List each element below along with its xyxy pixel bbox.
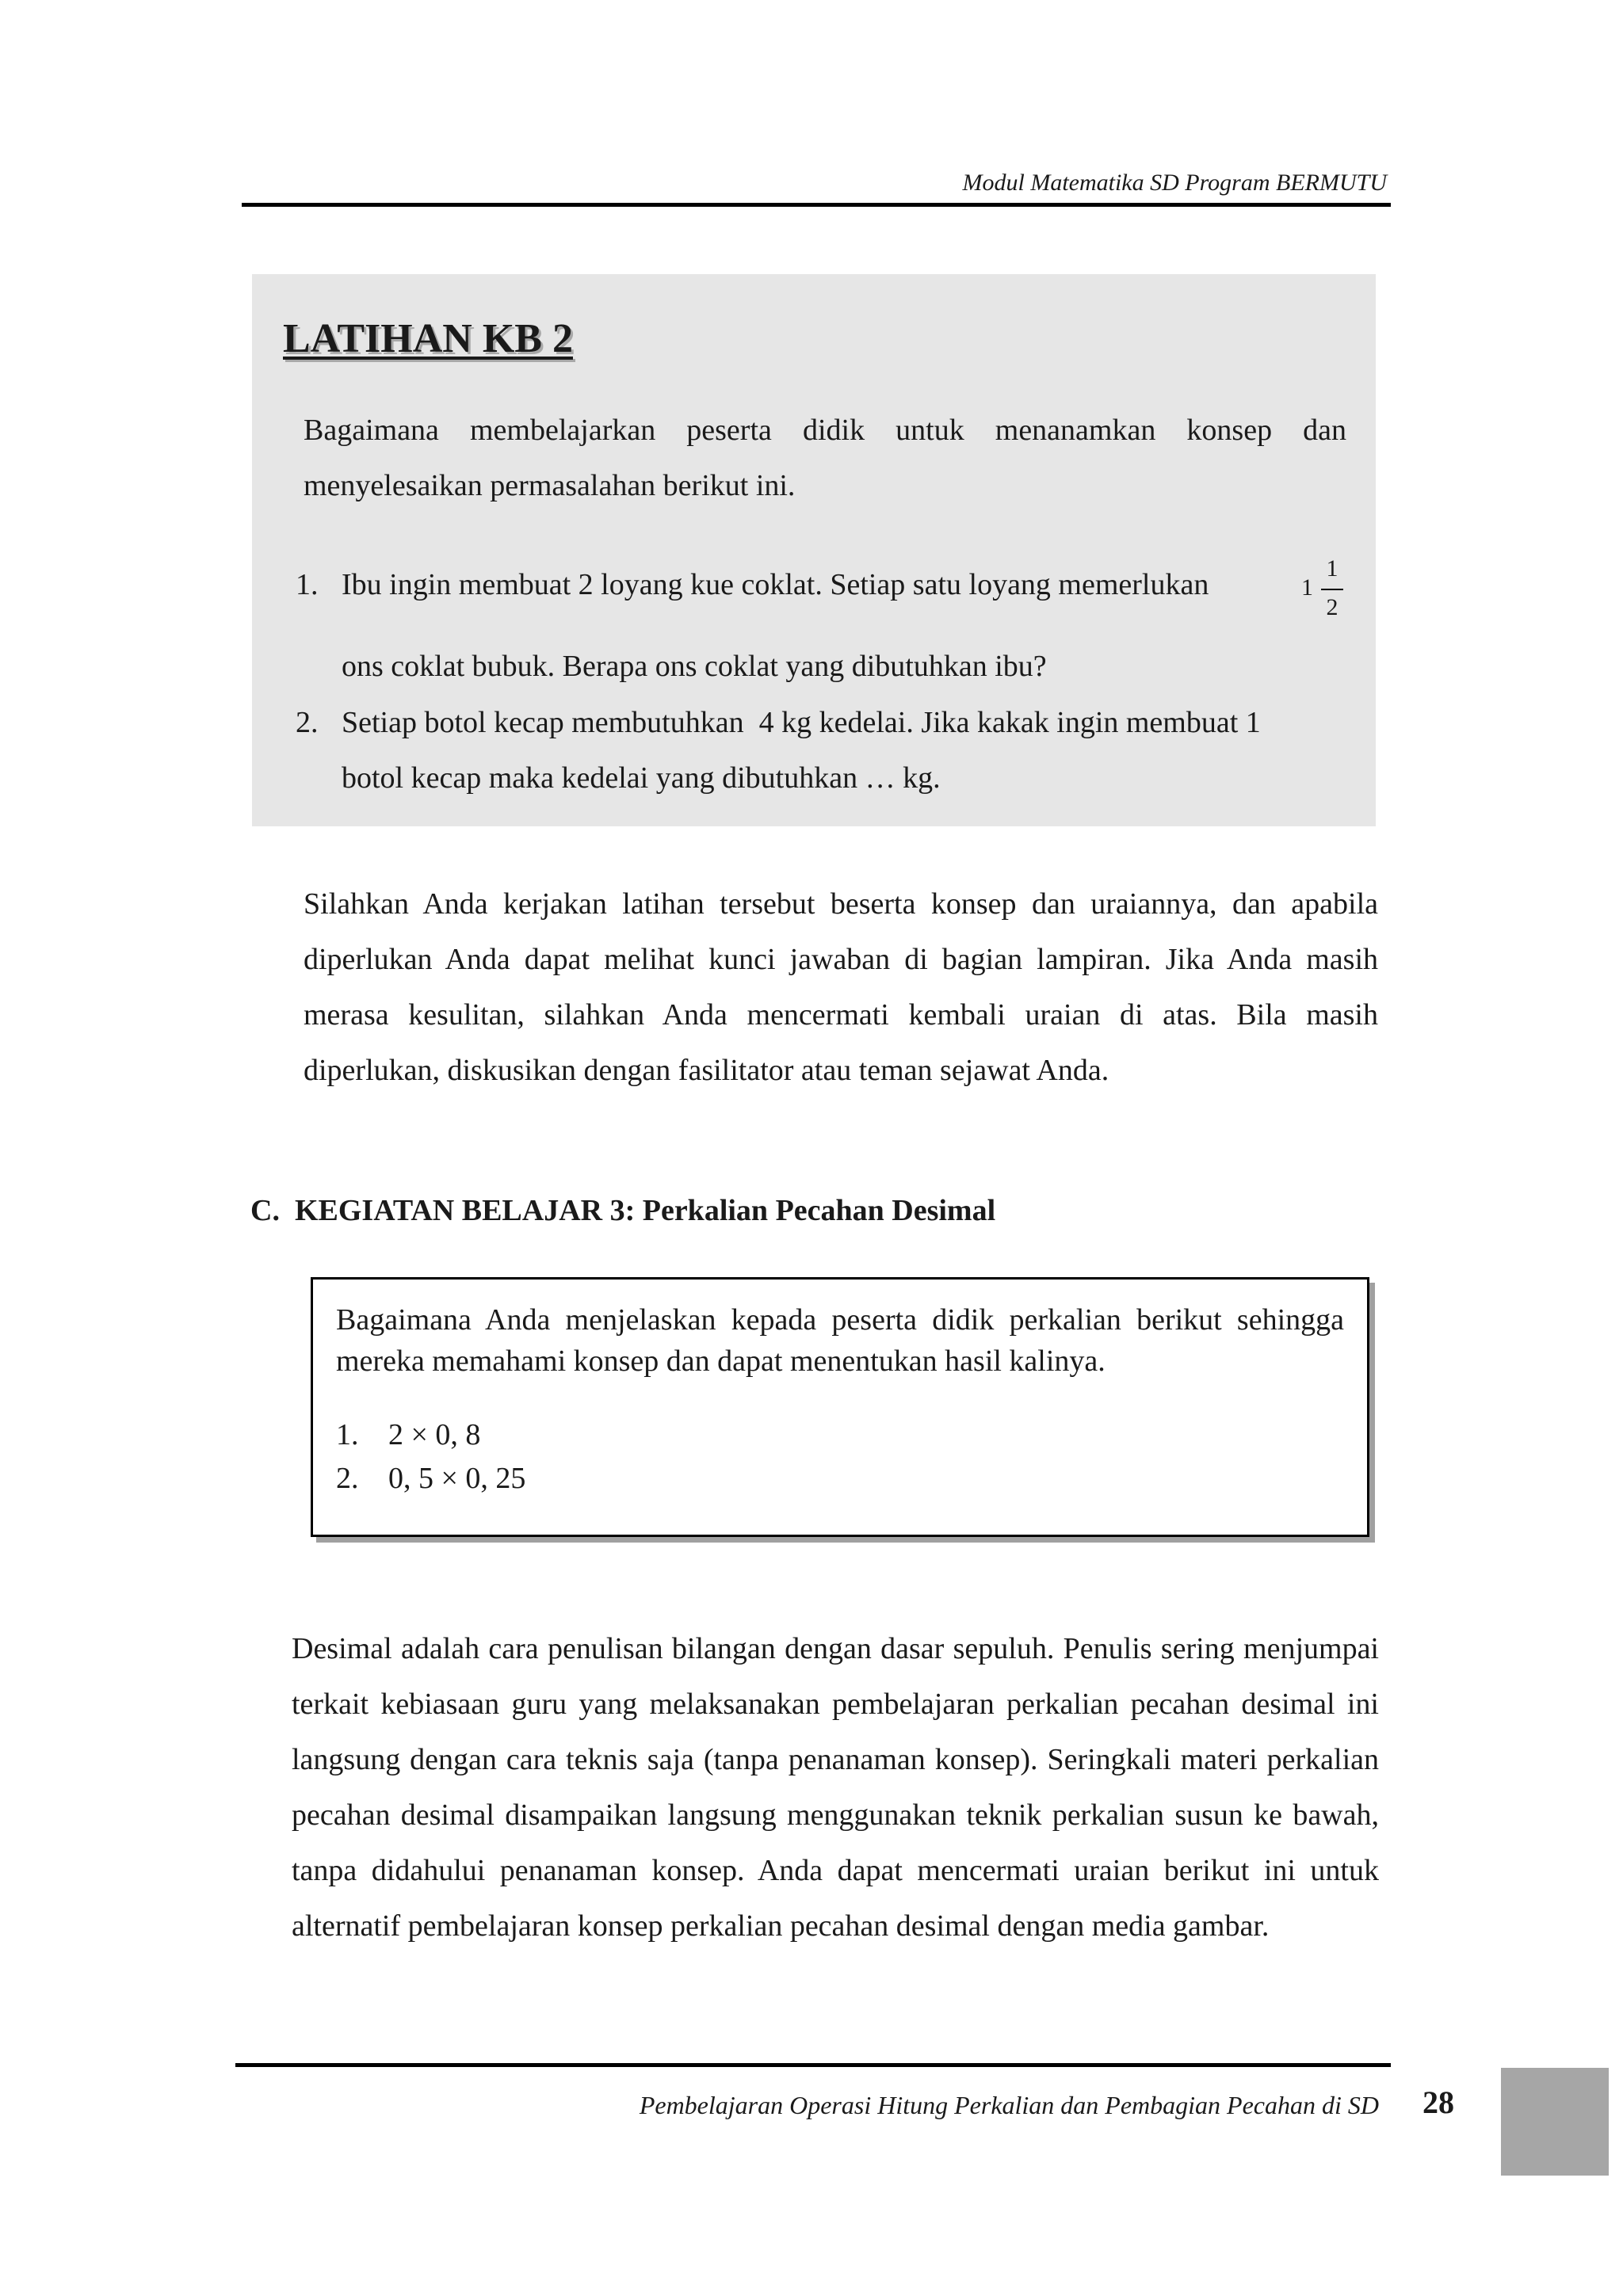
running-footer: Pembelajaran Operasi Hitung Perkalian dan Pembagian Pecahan di SD bbox=[639, 2091, 1379, 2119]
problem-2-number: 2. bbox=[336, 1462, 359, 1495]
fraction-denominator: 2 bbox=[1326, 594, 1338, 620]
footer-divider bbox=[235, 2063, 1391, 2067]
question-1-number: 1. bbox=[296, 568, 319, 601]
problem-intro: Bagaimana Anda menjelaskan kepada peserta didik perkalian berikut sehingga mereka memahami konsep dan dapat menentukan hasil kalinya. bbox=[336, 1303, 1344, 1378]
fraction-whole: 1 bbox=[1301, 574, 1313, 601]
fraction-numerator: 1 bbox=[1326, 555, 1338, 582]
page-number: 28 bbox=[1423, 2084, 1454, 2120]
exercise-intro: Bagaimana membelajarkan peserta didik untuk menanamkan konsep dan menyelesaikan permasalahan berikut ini. bbox=[304, 414, 1346, 502]
question-2-number: 2. bbox=[296, 706, 319, 739]
question-1-text: Ibu ingin membuat 2 loyang kue coklat. Setiap satu loyang memerlukan bbox=[342, 568, 1209, 601]
body-paragraph: Desimal adalah cara penulisan bilangan dengan dasar sepuluh. Penulis sering menjumpai terkait kebiasaan guru yang melaksanakan pembelajaran perkalian pecahan desimal ini langsung dengan cara teknis saja (tanpa penanaman konsep). Seringkali materi perkalian pecahan desimal disampaikan langsung menggunakan teknik perkalian susun ke bawah, tanpa didahului penanaman konsep. Anda dapat mencermati uraian berikut ini untuk alternatif pembelajaran konsep perkalian pecahan desimal dengan media gambar. bbox=[292, 1632, 1379, 1943]
section-heading: C. KEGIATAN BELAJAR 3: Perkalian Pecahan Desimal bbox=[250, 1194, 996, 1227]
fraction-bar bbox=[1321, 589, 1343, 590]
question-1-text-continued: ons coklat bubuk. Berapa ons coklat yang dibutuhkan ibu? bbox=[342, 650, 1047, 683]
problem-1-number: 1. bbox=[336, 1418, 359, 1451]
header-divider bbox=[242, 203, 1391, 207]
running-header: Modul Matematika SD Program BERMUTU bbox=[962, 170, 1387, 196]
exercise-title: LATIHAN KB 2 bbox=[283, 316, 573, 361]
question-2-text: Setiap botol kecap membutuhkan 4 kg kedelai. Jika kakak ingin membuat 1 bbox=[342, 706, 1261, 739]
question-2-text-continued: botol kecap maka kedelai yang dibutuhkan … kg. bbox=[342, 761, 941, 795]
problem-1-expression: 2 × 0, 8 bbox=[388, 1418, 481, 1451]
problem-2-expression: 0, 5 × 0, 25 bbox=[388, 1462, 526, 1495]
page-tab-marker bbox=[1501, 2068, 1609, 2176]
instruction-paragraph: Silahkan Anda kerjakan latihan tersebut beserta konsep dan uraiannya, dan apabila diperlukan Anda dapat melihat kunci jawaban di bagian lampiran. Jika Anda masih merasa kesulitan, silahkan Anda mencermati kembali uraian di atas. Bila masih diperlukan, diskusikan dengan fasilitator atau teman sejawat Anda. bbox=[304, 887, 1378, 1087]
